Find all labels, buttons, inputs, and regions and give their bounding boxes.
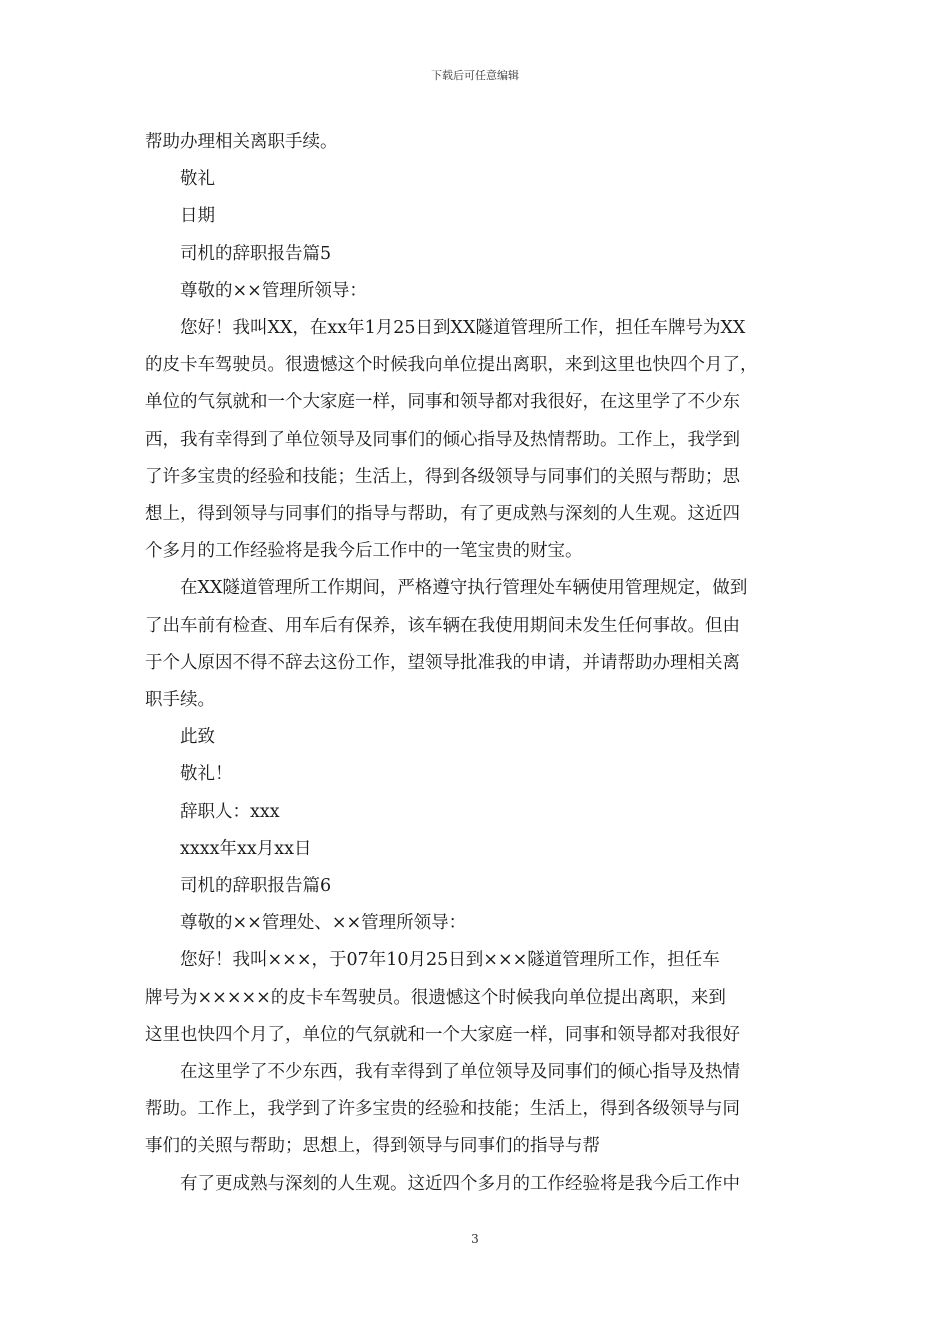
text-line: 了出车前有检查、用车后有保养，该车辆在我使用期间未发生任何事故。但由 (145, 615, 740, 636)
text-line: 日期 (180, 206, 215, 227)
text-line: 司机的辞职报告篇5 (180, 243, 332, 264)
text-line: 单位的气氛就和一个大家庭一样，同事和领导都对我很好，在这里学了不少东 (145, 392, 740, 413)
page-header: 下载后可任意编辑 (431, 69, 519, 82)
text-line: 西，我有幸得到了单位领导及同事们的倾心指导及热情帮助。工作上，我学到 (145, 429, 740, 450)
text-line: 敬礼 (180, 169, 215, 190)
text-line: 您好！我叫×××，于07年10月25日到×××隧道管理所工作，担任车 (180, 950, 720, 971)
text-line: 在XX隧道管理所工作期间，严格遵守执行管理处车辆使用管理规定，做到 (180, 578, 748, 599)
text-line: 帮助。工作上，我学到了许多宝贵的经验和技能；生活上，得到各级领导与同 (145, 1099, 740, 1120)
text-line: 尊敬的××管理处、××管理所领导： (180, 913, 467, 934)
text-line: 于个人原因不得不辞去这份工作，望领导批准我的申请，并请帮助办理相关离 (145, 652, 740, 673)
text-line: 敬礼！ (180, 764, 233, 785)
text-line: 有了更成熟与深刻的人生观。这近四个多月的工作经验将是我今后工作中 (180, 1173, 740, 1194)
text-line: 事们的关照与帮助；思想上，得到领导与同事们的指导与帮 (145, 1136, 600, 1157)
text-line: 想上，得到领导与同事们的指导与帮助，有了更成熟与深刻的人生观。这近四 (145, 504, 740, 525)
text-line: 了许多宝贵的经验和技能；生活上，得到各级领导与同事们的关照与帮助；思 (145, 466, 740, 487)
text-line: 您好！我叫XX，在xx年1月25日到XX隧道管理所工作，担任车牌号为XX (180, 318, 746, 339)
text-line: 司机的辞职报告篇6 (180, 876, 332, 897)
text-line: 在这里学了不少东西，我有幸得到了单位领导及同事们的倾心指导及热情 (180, 1062, 740, 1083)
page-number: 3 (471, 1232, 479, 1246)
text-line: 职手续。 (145, 690, 215, 711)
text-line: 的皮卡车驾驶员。很遗憾这个时候我向单位提出离职，来到这里也快四个月了， (145, 355, 758, 376)
document-body (145, 124, 810, 1203)
text-line: 尊敬的××管理所领导： (180, 280, 367, 301)
text-line: 这里也快四个月了，单位的气氛就和一个大家庭一样，同事和领导都对我很好 (145, 1024, 740, 1045)
text-line: 此致 (180, 727, 215, 748)
text-line: 辞职人：xxx (180, 801, 280, 822)
text-line: 帮助办理相关离职手续。 (145, 132, 338, 152)
text-line: xxxx年xx月xx日 (180, 838, 312, 859)
text-line: 个多月的工作经验将是我今后工作中的一笔宝贵的财宝。 (145, 541, 583, 562)
text-line: 牌号为×××××的皮卡车驾驶员。很遗憾这个时候我向单位提出离职，来到 (145, 987, 726, 1008)
